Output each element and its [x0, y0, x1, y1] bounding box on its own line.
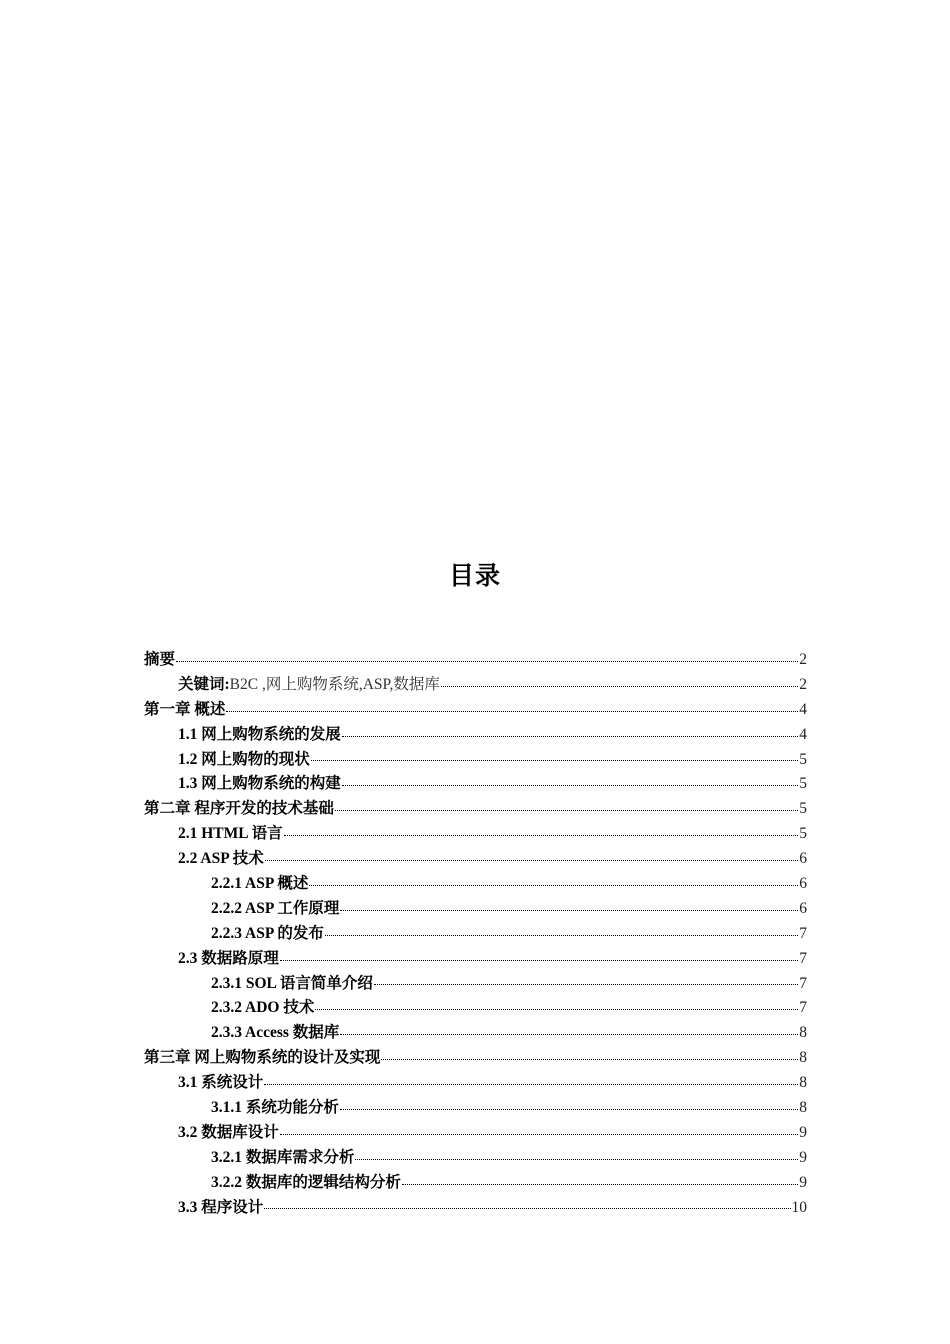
toc-entry[interactable]	[144, 698, 807, 723]
toc-entry-label: 3.1 系统设计	[178, 1074, 264, 1092]
toc-dot-leader	[342, 785, 798, 786]
toc-entry-label: 2.3 数据路原理	[178, 949, 279, 967]
toc-dot-leader	[311, 760, 798, 761]
toc-entry-keywords: B2C ,网上购物系统,ASP,数据库	[229, 675, 440, 693]
toc-entry-label: 2.3.2 ADO 技术	[211, 999, 315, 1017]
toc-page-number: 9	[799, 1123, 807, 1141]
toc-dot-leader	[284, 835, 799, 836]
toc-page-number: 5	[799, 750, 807, 768]
toc-entry-label: 1.2 网上购物的现状	[178, 750, 310, 768]
toc-page-number: 4	[799, 725, 807, 743]
toc-page-number: 2	[799, 651, 807, 668]
toc-page-number: 5	[799, 825, 807, 843]
toc-dot-leader	[226, 711, 798, 712]
toc-entry-label: 第三章 网上购物系统的设计及实现	[144, 1049, 381, 1067]
toc-page-number: 8	[799, 1099, 807, 1117]
toc-entry[interactable]	[144, 972, 807, 997]
page-title: 目录	[448, 561, 501, 590]
toc-entry[interactable]	[144, 947, 807, 972]
toc-dot-leader	[402, 1184, 798, 1185]
toc-entry-label: 第二章 程序开发的技术基础	[144, 800, 334, 818]
toc-page-number: 4	[799, 700, 807, 718]
toc-entry-label: 2.3.1 SOL 语言简单介绍	[211, 974, 373, 992]
toc-page-number: 9	[799, 1173, 807, 1191]
toc-entry-label: 3.1.1 系统功能分析	[211, 1099, 339, 1117]
toc-entry-label: 3.3 程序设计	[178, 1198, 264, 1216]
toc-page-number: 8	[799, 1024, 807, 1042]
toc-dot-leader	[309, 885, 798, 886]
toc-entry[interactable]	[144, 772, 807, 797]
toc-entry-label: 2.2.1 ASP 概述	[211, 875, 309, 893]
toc-entry-label: 1.1 网上购物系统的发展	[178, 725, 341, 743]
toc-page-number: 7	[799, 924, 807, 942]
toc-entry-label: 3.2.1 数据库需求分析	[211, 1148, 355, 1166]
toc-entry-label: 第一章 概述	[144, 700, 226, 718]
toc-page-number: 8	[799, 1074, 807, 1092]
toc-page-number: 7	[799, 999, 807, 1017]
toc-dot-leader	[176, 661, 798, 662]
toc-dot-leader	[280, 1134, 798, 1135]
toc-entry[interactable]	[144, 897, 807, 922]
toc-entry[interactable]	[144, 1071, 807, 1096]
toc-dot-leader	[342, 736, 798, 737]
toc-page-number: 9	[799, 1148, 807, 1166]
toc-entry[interactable]	[144, 1021, 807, 1046]
toc-entry[interactable]	[144, 748, 807, 773]
toc-entry[interactable]	[144, 1121, 807, 1146]
toc-page-number: 5	[799, 775, 807, 793]
toc-entry[interactable]	[144, 1171, 807, 1196]
toc-dot-leader	[335, 810, 798, 811]
toc-entry-label: 3.2 数据库设计	[178, 1123, 279, 1141]
toc-page-number: 6	[799, 875, 807, 893]
toc-page-number: 6	[799, 850, 807, 868]
toc-entry-label: 2.2.3 ASP 的发布	[211, 924, 324, 942]
toc-page-number: 6	[799, 899, 807, 917]
toc-entry[interactable]	[144, 723, 807, 748]
table-of-contents	[144, 648, 807, 1220]
toc-dot-leader	[340, 1034, 798, 1035]
toc-entry[interactable]	[144, 872, 807, 897]
toc-dot-leader	[340, 1109, 798, 1110]
toc-dot-leader	[315, 1009, 798, 1010]
toc-entry[interactable]	[144, 822, 807, 847]
toc-dot-leader	[340, 910, 798, 911]
toc-entry[interactable]	[144, 1196, 807, 1221]
toc-entry-label: 1.3 网上购物系统的构建	[178, 775, 341, 793]
toc-dot-leader	[441, 686, 798, 687]
toc-page-number: 7	[799, 974, 807, 992]
toc-entry-label: 2.3.3 Access 数据库	[211, 1024, 340, 1042]
toc-page-number: 7	[799, 949, 807, 967]
toc-entry-label-group	[178, 673, 440, 698]
toc-entry[interactable]	[144, 847, 807, 872]
toc-entry-label: 3.2.2 数据库的逻辑结构分析	[211, 1173, 401, 1191]
toc-page-number: 10	[791, 1198, 807, 1216]
toc-dot-leader	[381, 1059, 798, 1060]
toc-entry-label: 2.1 HTML 语言	[178, 825, 283, 843]
toc-dot-leader	[325, 935, 798, 936]
toc-dot-leader	[264, 1208, 790, 1209]
toc-page-number: 8	[799, 1049, 807, 1067]
toc-entry-label: 2.2.2 ASP 工作原理	[211, 899, 340, 917]
toc-page-number: 5	[799, 800, 807, 818]
toc-dot-leader	[280, 960, 798, 961]
toc-dot-leader	[264, 1084, 798, 1085]
toc-entry[interactable]	[144, 1146, 807, 1171]
toc-entry-label: 摘要	[144, 651, 176, 668]
toc-entry[interactable]	[144, 648, 807, 673]
toc-entry[interactable]	[144, 996, 807, 1021]
toc-dot-leader	[374, 984, 798, 985]
toc-entry[interactable]	[144, 922, 807, 947]
toc-entry-label: 关键词:	[178, 675, 230, 693]
toc-entry[interactable]	[144, 1046, 807, 1071]
toc-entry[interactable]	[144, 673, 807, 698]
toc-dot-leader	[265, 860, 799, 861]
toc-entry[interactable]	[144, 797, 807, 822]
toc-entry-label: 2.2 ASP 技术	[178, 850, 264, 868]
toc-entry[interactable]	[144, 1096, 807, 1121]
toc-dot-leader	[355, 1159, 798, 1160]
toc-page-number: 2	[799, 675, 807, 693]
